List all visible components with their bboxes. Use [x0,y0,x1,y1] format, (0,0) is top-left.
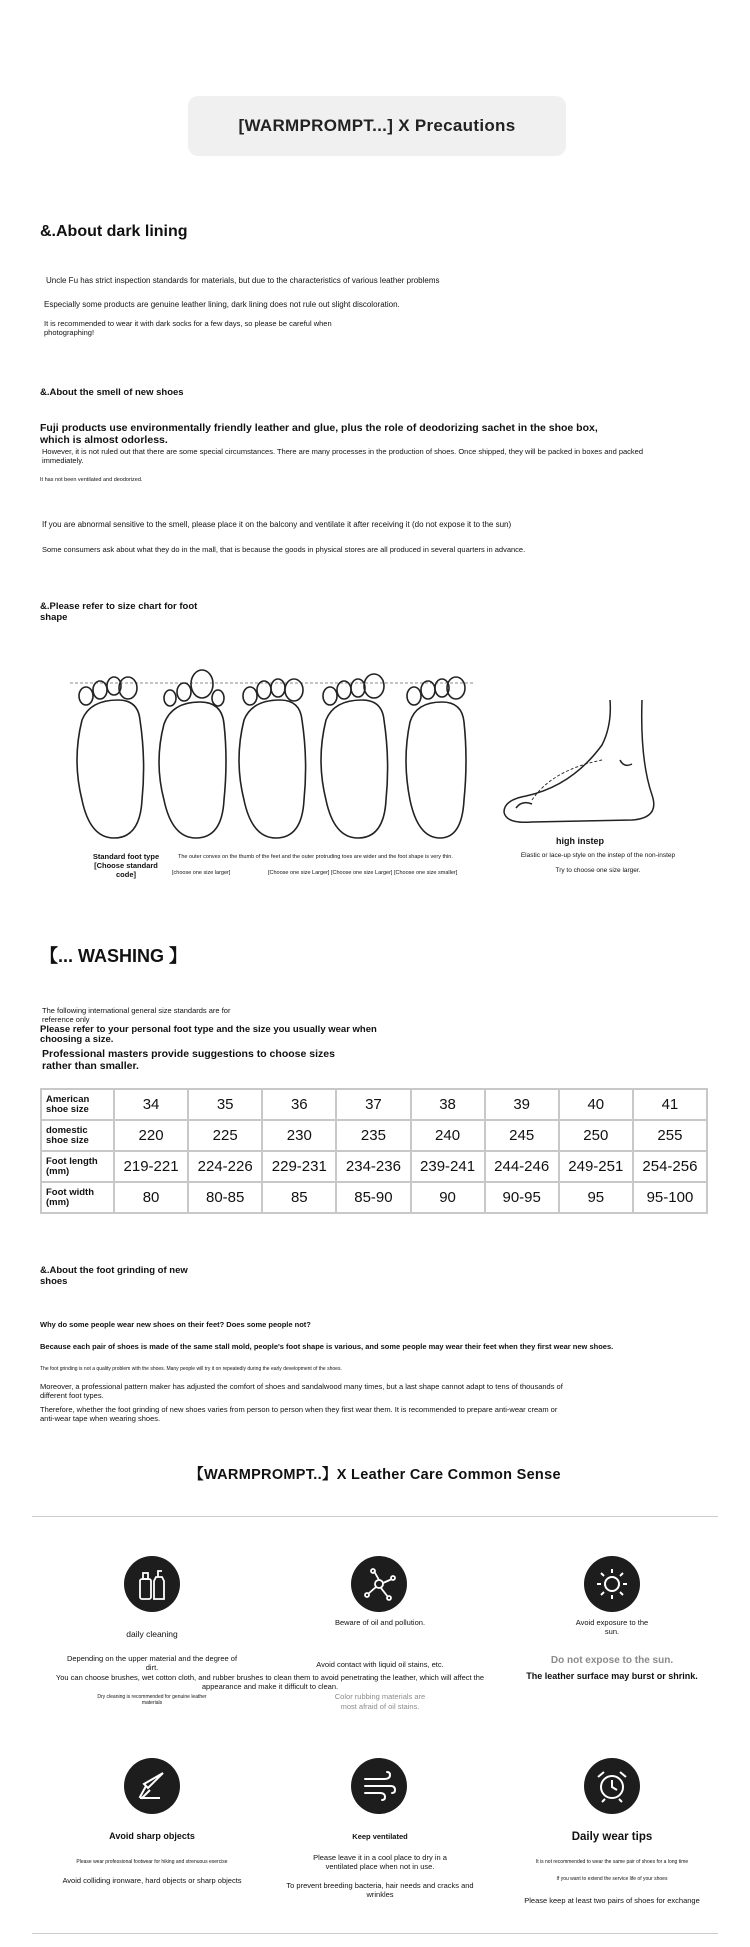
lining-heading: &.About dark lining [40,223,188,240]
table-cell: 37 [336,1089,410,1120]
lining-text-3: It is recommended to wear it with dark socks for a few days, so please be careful when photographing! [44,319,332,337]
table-cell: 250 [559,1120,633,1151]
care-4-line-1: Please wear professional footwear for hiking and strenuous exercise [76,1859,228,1865]
lining-text-1: Uncle Fu has strict inspection standards for materials, but due to the characteristics of various leather problems [46,276,440,285]
alarm-clock-icon [584,1758,640,1814]
standard-foot-label: Standard foot type [Choose standard code] [92,852,160,879]
row-label: Foot width (mm) [41,1182,114,1213]
table-cell: 245 [485,1120,559,1151]
care-4-title: Avoid sharp objects [109,1831,195,1841]
care-5-line-1: Please leave it in a cool place to dry in a ventilated place when not in use. [313,1853,447,1871]
table-cell: 244-246 [485,1151,559,1182]
table-cell: 229-231 [262,1151,336,1182]
choose-size-notes: [Choose one size Larger] [Choose one size Larger] [Choose one size smaller] [268,870,458,876]
care-6-line-2: If you want to extend the service life of your shoes [556,1876,668,1882]
knife-icon [124,1758,180,1814]
care-6-title: Daily wear tips [571,1831,653,1843]
table-cell: 220 [114,1120,188,1151]
smell-lead: Fuji products use environmentally friendly leather and glue, plus the role of deodorizing sachet in the shoe box, which is almost odorless. [40,422,598,446]
convex-note: The outer convex on the thumb of the feet and the outer protruding toes are wider and the foot shape is very thin. [178,854,453,860]
table-cell: 255 [633,1120,707,1151]
table-cell: 85 [262,1182,336,1213]
table-cell: 95-100 [633,1182,707,1213]
care-5-line-2: To prevent breeding bacteria, hair needs and cracks and wrinkles [286,1881,474,1899]
table-cell: 41 [633,1089,707,1120]
foot-standard [77,677,144,838]
table-cell: 35 [188,1089,262,1120]
table-cell: 34 [114,1089,188,1120]
table-row [41,1089,707,1120]
washing-text-2: Please refer to your personal foot type and the size you usually wear when choosing a size. [40,1024,377,1045]
row-label: American shoe size [41,1089,114,1120]
table-cell: 224-226 [188,1151,262,1182]
care-5-title: Keep ventilated [352,1832,408,1841]
foot-protruding-toes [321,674,388,838]
foot-thin [406,677,466,838]
grinding-question: Why do some people wear new shoes on their feet? Does some people not? [40,1320,311,1329]
table-cell: 36 [262,1089,336,1120]
table-cell: 254-256 [633,1151,707,1182]
table-cell: 230 [262,1120,336,1151]
row-label: Foot length (mm) [41,1151,114,1182]
care-6-line-1: It is not recommended to wear the same pair of shoes for a long time [535,1859,689,1865]
care-3-line-1: Do not expose to the sun. [550,1655,674,1666]
high-instep-illustration [492,700,672,835]
smell-text-3: If you are abnormal sensitive to the smell, please place it on the balcony and ventilate it after receiving it (do not expose it to the sun) [42,520,512,529]
table-cell: 234-236 [336,1151,410,1182]
washing-heading: 【... WASHING 】 [40,946,188,966]
grinding-heading: &.About the foot grinding of new shoes [40,1265,188,1287]
table-cell: 90 [411,1182,485,1213]
care-6-line-3: Please keep at least two pairs of shoes for exchange [524,1896,700,1905]
care-2-title: Beware of oil and pollution. [334,1618,426,1627]
table-cell: 239-241 [411,1151,485,1182]
grinding-text-1: Moreover, a professional pattern maker has adjusted the comfort of shoes and sandalwood many times, but a last shape cannot adapt to tens of thousands of different foot types. [40,1382,563,1400]
table-row [41,1151,707,1182]
smell-text-4: Some consumers ask about what they do in the mall, that is because the goods in physical stores are all produced in several quarters in advance. [42,545,526,554]
smell-text-1: However, it is not ruled out that there are some special circumstances. There are many processes in the production of shoes. Once shipped, they will be packed in boxes and packed immediately. [42,447,644,465]
care-2-line-2: Color rubbing materials are most afraid of oil stains. [334,1692,426,1711]
care-1-title: daily cleaning [126,1629,178,1639]
divider-bottom [32,1933,718,1934]
high-instep-label: high instep [556,836,604,846]
table-cell: 95 [559,1182,633,1213]
oil-stain-icon [351,1556,407,1612]
footshape-heading: &.Please refer to size chart for foot shape [40,601,198,623]
grinding-small-note: The foot grinding is not a quality problem with the shoes. Many people will try it on repeatedly during the early development of the shoes. [40,1366,342,1372]
sun-icon [584,1556,640,1612]
table-cell: 249-251 [559,1151,633,1182]
washing-text-3: Professional masters provide suggestions to choose sizes rather than smaller. [42,1048,335,1072]
choose-larger-note: [choose one size larger] [172,870,231,876]
table-cell: 85-90 [336,1182,410,1213]
page-title: [WARMPROMPT...] X Precautions [188,96,566,156]
table-cell: 219-221 [114,1151,188,1182]
foot-convex-thumb [159,670,226,838]
table-cell: 225 [188,1120,262,1151]
wind-icon [351,1758,407,1814]
table-cell: 39 [485,1089,559,1120]
size-table [40,1088,708,1214]
foot-wide [239,679,306,838]
care-1-line-1: Depending on the upper material and the degree of dirt. [66,1654,238,1672]
care-2-line-1: Avoid contact with liquid oil stains, etc. [316,1660,444,1669]
table-cell: 240 [411,1120,485,1151]
grinding-text-2: Therefore, whether the foot grinding of new shoes varies from person to person when they first wear them. It is recommended to prepare anti-wear cream or anti-wear tape when wearing shoes. [40,1405,558,1423]
smell-text-2: It has not been ventilated and deodorized. [40,477,143,483]
grinding-answer: Because each pair of shoes is made of the same stall mold, people's foot shape is various, and some people may wear their feet when they first wear new shoes. [40,1342,614,1351]
table-cell: 80 [114,1182,188,1213]
table-cell: 90-95 [485,1182,559,1213]
row-label: domestic shoe size [41,1120,114,1151]
care-title: 【WARMPROMPT..】X Leather Care Common Sense [189,1467,561,1483]
table-cell: 235 [336,1120,410,1151]
care-1-line-3: Dry cleaning is recommended for genuine leather materials [97,1694,207,1706]
care-4-line-2: Avoid colliding ironware, hard objects or sharp objects [62,1876,242,1885]
table-cell: 38 [411,1089,485,1120]
care-1-line-2: You can choose brushes, wet cotton cloth, and rubber brushes to clean them to avoid penetrating the leather, which will affect the appearance and make it difficult to clean. [55,1673,485,1691]
table-cell: 80-85 [188,1182,262,1213]
smell-heading: &.About the smell of new shoes [40,387,184,398]
instep-note: Elastic or lace-up style on the instep of the non-instep [520,852,676,859]
divider-top [32,1516,718,1517]
table-cell: 40 [559,1089,633,1120]
care-3-line-2: The leather surface may burst or shrink. [526,1671,698,1681]
table-row [41,1182,707,1213]
care-3-title: Avoid exposure to the sun. [575,1618,649,1636]
lining-text-2: Especially some products are genuine leather lining, dark lining does not rule out slight discoloration. [44,300,400,309]
try-larger-note: Try to choose one size larger. [555,867,641,874]
foot-shapes-illustration [60,660,490,840]
table-row [41,1120,707,1151]
washing-text-1: The following international general size standards are for reference only [42,1006,231,1024]
cleaning-bottle-icon [124,1556,180,1612]
